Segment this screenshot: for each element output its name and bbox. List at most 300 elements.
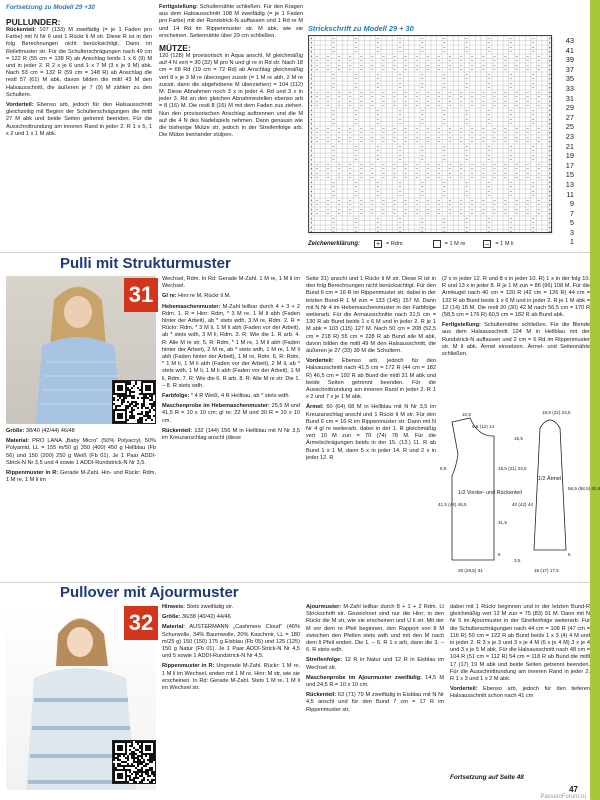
qr-module: [131, 397, 133, 399]
chart-legend: [308, 240, 514, 248]
purl-stitch-mark: –: [537, 58, 540, 64]
qr-module: [145, 389, 147, 391]
purl-stitch-mark: –: [459, 175, 463, 181]
paragraph-lead: Vorderteil:: [306, 358, 334, 365]
purl-stitch-mark: –: [421, 44, 424, 50]
paragraph: [162, 624, 300, 660]
purl-stitch-mark: –: [393, 170, 396, 176]
qr-module: [113, 413, 115, 415]
purl-stitch-mark: –: [398, 229, 402, 235]
edge-stitch-mark: +: [309, 179, 313, 185]
qr-module: [147, 763, 149, 765]
legend-symbol-1: [433, 240, 441, 248]
model-31-column-3: [306, 276, 436, 465]
qr-module: [145, 385, 147, 387]
qr-module: [121, 749, 123, 751]
purl-stitch-mark: –: [504, 62, 507, 68]
purl-stitch-mark: –: [465, 179, 468, 185]
purl-stitch-mark: –: [426, 125, 430, 131]
qr-module: [153, 415, 155, 417]
purl-stitch-mark: –: [487, 215, 491, 221]
purl-stitch-mark: –: [404, 175, 407, 181]
edge-stitch-mark: +: [548, 58, 552, 64]
model-32-column-1: [162, 604, 300, 695]
purl-stitch-mark: –: [437, 139, 441, 145]
purl-stitch-mark: –: [398, 179, 402, 185]
qr-module: [127, 395, 129, 397]
purl-stitch-mark: –: [487, 76, 491, 82]
qr-module: [147, 759, 149, 761]
qr-module: [145, 395, 147, 397]
purl-stitch-mark: –: [376, 220, 380, 226]
edge-stitch-mark: +: [309, 103, 313, 109]
purl-stitch-mark: –: [393, 175, 396, 181]
purl-stitch-mark: –: [526, 103, 529, 109]
purl-stitch-mark: –: [504, 139, 507, 145]
model-31-qr-code[interactable]: [112, 380, 156, 424]
qr-module: [131, 741, 133, 743]
qr-module: [129, 779, 131, 781]
qr-module: [141, 771, 143, 773]
qr-module: [125, 777, 127, 779]
qr-module: [143, 771, 145, 773]
edge-stitch-mark: +: [548, 179, 552, 185]
purl-stitch-mark: –: [448, 161, 452, 167]
purl-stitch-mark: –: [337, 62, 341, 68]
purl-stitch-mark: –: [471, 139, 474, 145]
purl-stitch-mark: –: [526, 139, 529, 145]
purl-stitch-mark: –: [360, 166, 363, 172]
qr-module: [123, 769, 125, 771]
qr-module: [153, 387, 155, 389]
purl-stitch-mark: –: [371, 53, 374, 59]
purl-stitch-mark: –: [437, 98, 441, 104]
purl-stitch-mark: –: [487, 85, 491, 91]
purl-stitch-mark: –: [482, 166, 485, 172]
qr-module: [141, 763, 143, 765]
qr-module: [129, 777, 131, 779]
purl-stitch-mark: –: [421, 179, 424, 185]
purl-stitch-mark: –: [315, 175, 319, 181]
qr-module: [153, 741, 155, 743]
qr-module: [141, 761, 143, 763]
paragraph-lead: Hebemaschenmuster:: [162, 303, 221, 310]
qr-module: [139, 421, 141, 423]
purl-stitch-mark: –: [482, 103, 485, 109]
purl-stitch-mark: –: [471, 98, 474, 104]
purl-stitch-mark: –: [471, 103, 474, 109]
purl-stitch-mark: –: [376, 76, 380, 82]
paragraph-lead: Material:: [6, 438, 30, 445]
qr-module: [123, 761, 125, 763]
purl-stitch-mark: –: [360, 197, 363, 203]
purl-stitch-mark: –: [526, 202, 529, 208]
qr-module: [145, 765, 147, 767]
purl-stitch-mark: –: [371, 125, 374, 131]
paragraph-lead: Ärmel:: [306, 404, 324, 411]
purl-stitch-mark: –: [471, 62, 474, 68]
qr-module: [113, 757, 115, 759]
purl-stitch-mark: –: [471, 58, 474, 64]
qr-module: [133, 765, 135, 767]
paragraph-text: 107 (133) M zweifädig (= je 1 Faden pro Farbe) mit N Nr 6 und 1 Rückr li M str. Diese R ist in den folg Berechnungen nicht berücksichtigt. Dann im Reliefmuster str. Für die Schulterschrägungen nach 49 cm = 122 R (55 cm = 138 R) ab Anschlag beids 1 x 6 (9) M und in jeder 2. R 2 x je 6 und 1 x 7 M (3 x je 9 M) abk. Nach 53 cm = 132 R (59 cm = 148 R) ab Anschlag die restl 57 (61) M abk, davon bilden die mittl 43 M den Halsausschnitt, die äußeren je 7 (9) M zählen zu den Schultern.: [6, 27, 152, 98]
paragraph-text: PRO LANA „Baby Micro" (50% Polyacryl, 50% Polyamid, LL = 155 m/50 g) 350 (400) 450 g Hellblau (Fb 56) und 150 (200) 250 g Weiß (Fb 01). Je 1 Paar ADDI-Strick-N Nr 3,5 und 4 sowie 1 ADDI-Rundstrick-N Nr 3,5.: [6, 438, 156, 466]
edge-stitch-mark: +: [548, 121, 552, 127]
edge-stitch-mark: +: [309, 134, 313, 140]
purl-stitch-mark: –: [526, 62, 529, 68]
purl-stitch-mark: –: [404, 197, 407, 203]
qr-module: [119, 755, 121, 757]
chart-row-number: 11: [566, 189, 574, 199]
qr-module: [141, 405, 143, 407]
qr-module: [141, 421, 143, 423]
purl-stitch-mark: –: [404, 53, 407, 59]
purl-stitch-mark: –: [382, 134, 385, 140]
purl-stitch-mark: –: [509, 188, 513, 194]
qr-module: [153, 773, 155, 775]
paragraph-lead: Fertigstellung:: [442, 322, 481, 329]
purl-stitch-mark: –: [421, 112, 424, 118]
purl-stitch-mark: –: [526, 175, 529, 181]
qr-module: [115, 405, 117, 407]
qr-module: [143, 765, 145, 767]
purl-stitch-mark: –: [471, 134, 474, 140]
paragraph: [162, 304, 300, 390]
qr-module: [127, 759, 129, 761]
purl-stitch-mark: –: [515, 202, 518, 208]
schema-arm-height: 18,5 (21) 23,5: [498, 466, 527, 471]
paragraph-text: 14,5 M und 24,5 R = 10 x 10 cm.: [306, 674, 444, 689]
purl-stitch-mark: –: [398, 220, 402, 226]
purl-stitch-mark: –: [443, 193, 446, 199]
qr-module: [121, 417, 123, 419]
schema-bottom-width: 26 (28,5) 31: [458, 568, 483, 573]
purl-stitch-mark: –: [504, 125, 507, 131]
paragraph: [306, 404, 436, 462]
purl-stitch-mark: –: [332, 179, 335, 185]
qr-module: [125, 415, 127, 417]
edge-stitch-mark: +: [548, 89, 552, 95]
purl-stitch-mark: –: [493, 134, 496, 140]
purl-stitch-mark: –: [382, 202, 385, 208]
page-number: 47: [569, 785, 578, 794]
knitting-chart-grid: [309, 36, 553, 234]
qr-module: [119, 381, 121, 383]
qr-module: [133, 401, 135, 403]
purl-stitch-mark: –: [526, 161, 529, 167]
qr-module: [137, 759, 139, 761]
purl-stitch-mark: –: [504, 197, 507, 203]
qr-module: [135, 753, 137, 755]
purl-stitch-mark: –: [337, 103, 341, 109]
purl-stitch-mark: –: [337, 202, 341, 208]
model-31-title: Pulli mit Strukturmuster: [60, 255, 231, 272]
qr-module: [117, 421, 119, 423]
qr-module: [149, 749, 151, 751]
purl-stitch-mark: –: [459, 125, 463, 131]
qr-module: [121, 777, 123, 779]
purl-stitch-mark: –: [376, 112, 380, 118]
purl-stitch-mark: –: [482, 161, 485, 167]
qr-module: [151, 381, 153, 383]
model-32-qr-code[interactable]: [112, 740, 156, 784]
purl-stitch-mark: –: [448, 197, 452, 203]
purl-stitch-mark: –: [349, 206, 352, 212]
purl-stitch-mark: –: [393, 130, 396, 136]
qr-module: [127, 757, 129, 759]
purl-stitch-mark: –: [448, 202, 452, 208]
purl-stitch-mark: –: [448, 103, 452, 109]
paragraph-lead: Rippenmuster in R:: [6, 470, 59, 477]
purl-stitch-mark: –: [349, 125, 352, 131]
purl-stitch-mark: –: [315, 125, 319, 131]
purl-stitch-mark: –: [504, 166, 507, 172]
purl-stitch-mark: –: [349, 67, 352, 73]
purl-stitch-mark: –: [393, 206, 396, 212]
qr-module: [119, 387, 121, 389]
qr-module: [139, 751, 141, 753]
purl-stitch-mark: –: [326, 175, 330, 181]
qr-module: [123, 397, 125, 399]
chart-row-number: 21: [565, 141, 574, 151]
qr-module: [145, 749, 147, 751]
qr-module: [113, 411, 115, 413]
purl-stitch-mark: –: [398, 85, 402, 91]
purl-stitch-mark: –: [537, 98, 540, 104]
purl-stitch-mark: –: [532, 229, 535, 235]
purl-stitch-mark: –: [376, 179, 380, 185]
purl-stitch-mark: –: [332, 116, 335, 122]
qr-module: [141, 391, 143, 393]
purl-stitch-mark: –: [482, 202, 485, 208]
qr-module: [121, 385, 123, 387]
purl-stitch-mark: –: [487, 179, 491, 185]
qr-module: [137, 419, 139, 421]
qr-module: [149, 417, 151, 419]
purl-stitch-mark: –: [376, 152, 380, 158]
purl-stitch-mark: –: [415, 53, 418, 59]
purl-stitch-mark: –: [371, 89, 374, 95]
qr-module: [117, 409, 119, 411]
qr-module: [113, 383, 115, 385]
purl-stitch-mark: –: [532, 179, 535, 185]
purl-stitch-mark: –: [349, 211, 352, 217]
legend-label-0: = Rdm: [386, 241, 403, 247]
edge-stitch-mark: +: [548, 44, 552, 50]
purl-stitch-mark: –: [526, 98, 529, 104]
purl-stitch-mark: –: [398, 71, 402, 77]
purl-stitch-mark: –: [349, 98, 352, 104]
purl-stitch-mark: –: [426, 130, 430, 136]
watermark: PassionForum.ru: [540, 794, 586, 800]
qr-module: [147, 415, 149, 417]
purl-stitch-mark: –: [437, 67, 441, 73]
continued-heading: Fortsetzung zu Modell 29 +30: [6, 4, 95, 11]
purl-stitch-mark: –: [360, 175, 363, 181]
qr-module: [137, 769, 139, 771]
purl-stitch-mark: –: [354, 224, 357, 230]
purl-stitch-mark: –: [448, 67, 452, 73]
purl-stitch-mark: –: [382, 166, 385, 172]
paragraph: [6, 428, 156, 435]
qr-module: [133, 753, 135, 755]
edge-stitch-mark: +: [548, 103, 552, 109]
purl-stitch-mark: –: [526, 58, 529, 64]
chart-row-number: 31: [565, 93, 574, 103]
purl-stitch-mark: –: [415, 134, 418, 140]
qr-module: [133, 747, 135, 749]
qr-module: [129, 765, 131, 767]
purl-stitch-mark: –: [426, 94, 430, 100]
purl-stitch-mark: –: [382, 161, 385, 167]
qr-module: [151, 755, 153, 757]
purl-stitch-mark: –: [349, 166, 352, 172]
qr-module: [133, 751, 135, 753]
purl-stitch-mark: –: [459, 170, 463, 176]
qr-module: [141, 741, 143, 743]
qr-module: [127, 765, 129, 767]
purl-stitch-mark: –: [354, 40, 357, 46]
purl-stitch-mark: –: [459, 197, 463, 203]
schema-left-heights: 41,5 (44) 46,5: [438, 502, 467, 507]
qr-module: [153, 759, 155, 761]
purl-stitch-mark: –: [465, 229, 468, 235]
qr-module: [117, 763, 119, 765]
qr-module: [121, 741, 123, 743]
paragraph: [162, 428, 300, 442]
qr-module: [129, 381, 131, 383]
qr-module: [127, 755, 129, 757]
qr-module: [147, 385, 149, 387]
edge-stitch-mark: +: [548, 166, 552, 172]
qr-module: [137, 763, 139, 765]
purl-stitch-mark: –: [487, 184, 491, 190]
purl-stitch-mark: –: [515, 175, 518, 181]
purl-stitch-mark: –: [482, 197, 485, 203]
purl-stitch-mark: –: [360, 62, 363, 68]
purl-stitch-mark: –: [537, 103, 540, 109]
purl-stitch-mark: –: [398, 121, 402, 127]
chart-row-number: 33: [565, 83, 574, 93]
qr-module: [141, 755, 143, 757]
purl-stitch-mark: –: [326, 202, 330, 208]
purl-stitch-mark: –: [437, 58, 441, 64]
purl-stitch-mark: –: [315, 139, 319, 145]
qr-module: [127, 381, 129, 383]
purl-stitch-mark: –: [382, 103, 385, 109]
purl-stitch-mark: –: [382, 58, 385, 64]
purl-stitch-mark: –: [421, 184, 424, 190]
purl-stitch-mark: –: [537, 166, 540, 172]
qr-module: [149, 767, 151, 769]
qr-module: [143, 399, 145, 401]
paragraph-text: Schulternähte schließen. Für die Blende aus dem Halsausschnitt 124 M in Hellblau mit der Rundstrick-N auffassen und 2 cm = 6 Rd im Rippenmuster str. M li abk. Ärmel einsetzen. Ärmel- und Seitennähte schließen.: [442, 322, 590, 358]
purl-stitch-mark: –: [393, 125, 396, 131]
edge-stitch-mark: +: [548, 188, 552, 194]
qr-module: [137, 777, 139, 779]
purl-stitch-mark: –: [404, 161, 407, 167]
purl-stitch-mark: –: [448, 175, 452, 181]
purl-stitch-mark: –: [332, 107, 335, 113]
purl-stitch-mark: –: [537, 206, 540, 212]
purl-stitch-mark: –: [509, 107, 513, 113]
qr-module: [153, 743, 155, 745]
purl-stitch-mark: –: [426, 166, 430, 172]
qr-module: [129, 391, 131, 393]
purl-stitch-mark: –: [326, 53, 330, 59]
qr-module: [117, 741, 119, 743]
purl-stitch-mark: –: [509, 224, 513, 230]
top-column-1: [6, 14, 152, 141]
paragraph-lead: Rückenteil:: [6, 27, 37, 33]
chart-title: Strickschrift zu Modell 29 + 30: [308, 24, 414, 33]
purl-stitch-mark: –: [360, 130, 363, 136]
qr-module: [121, 781, 123, 783]
continued-next-note: Fortsetzung auf Seite 48: [450, 774, 524, 781]
purl-stitch-mark: –: [404, 103, 407, 109]
purl-stitch-mark: –: [393, 134, 396, 140]
purl-stitch-mark: –: [532, 76, 535, 82]
purl-stitch-mark: –: [415, 89, 418, 95]
purl-stitch-mark: –: [337, 134, 341, 140]
qr-module: [113, 741, 115, 743]
purl-stitch-mark: –: [393, 53, 396, 59]
purl-stitch-mark: –: [415, 103, 418, 109]
qr-module: [113, 381, 115, 383]
qr-module: [137, 743, 139, 745]
paragraph: [450, 604, 590, 683]
purl-stitch-mark: –: [504, 98, 507, 104]
purl-stitch-mark: –: [471, 211, 474, 217]
purl-stitch-mark: –: [487, 220, 491, 226]
paragraph-text: 38/40 (42/44) 46/48: [24, 428, 75, 434]
purl-stitch-mark: –: [471, 202, 474, 208]
purl-stitch-mark: –: [443, 229, 446, 235]
qr-module: [129, 753, 131, 755]
qr-module: [151, 769, 153, 771]
purl-stitch-mark: –: [315, 58, 319, 64]
paragraph: [162, 393, 300, 400]
purl-stitch-mark: –: [371, 197, 374, 203]
qr-module: [129, 395, 131, 397]
qr-module: [125, 775, 127, 777]
purl-stitch-mark: –: [532, 152, 535, 158]
qr-module: [153, 391, 155, 393]
schema-sleeve-bottom: 3,5: [514, 558, 521, 563]
section-heading: PULLUNDER:: [6, 17, 61, 27]
edge-stitch-mark: +: [548, 130, 552, 136]
purl-stitch-mark: –: [515, 94, 518, 100]
qr-module: [121, 421, 123, 423]
qr-module: [127, 775, 129, 777]
qr-module: [139, 413, 141, 415]
purl-stitch-mark: –: [337, 166, 341, 172]
purl-stitch-mark: –: [426, 103, 430, 109]
qr-module: [153, 401, 155, 403]
purl-stitch-mark: –: [404, 170, 407, 176]
purl-stitch-mark: –: [443, 40, 446, 46]
qr-module: [135, 781, 137, 783]
purl-stitch-mark: –: [443, 224, 446, 230]
qr-module: [145, 763, 147, 765]
purl-stitch-mark: –: [465, 49, 468, 55]
purl-stitch-mark: –: [459, 206, 463, 212]
paragraph-text: M-Zahl teilbar durch 8 + 1 + 2 Rdm. Lt Strickschrift str. Gezeichnet sind nur die Hinr; in den Rückr die M str, wie sie erscheinen und U li str. Mit der M vor dem re Pfeil beginnen, den Rapport von 8 M zwischen den Pfeilen stets wdh und mit den M nach dem li Pfeil enden. Die 1. – 6. R 1 x arb, dann die 3. – 6. R stets wdh.: [306, 604, 444, 654]
edge-stitch-mark: +: [548, 229, 552, 235]
qr-module: [125, 779, 127, 781]
qr-module: [145, 407, 147, 409]
purl-stitch-mark: –: [337, 139, 341, 145]
